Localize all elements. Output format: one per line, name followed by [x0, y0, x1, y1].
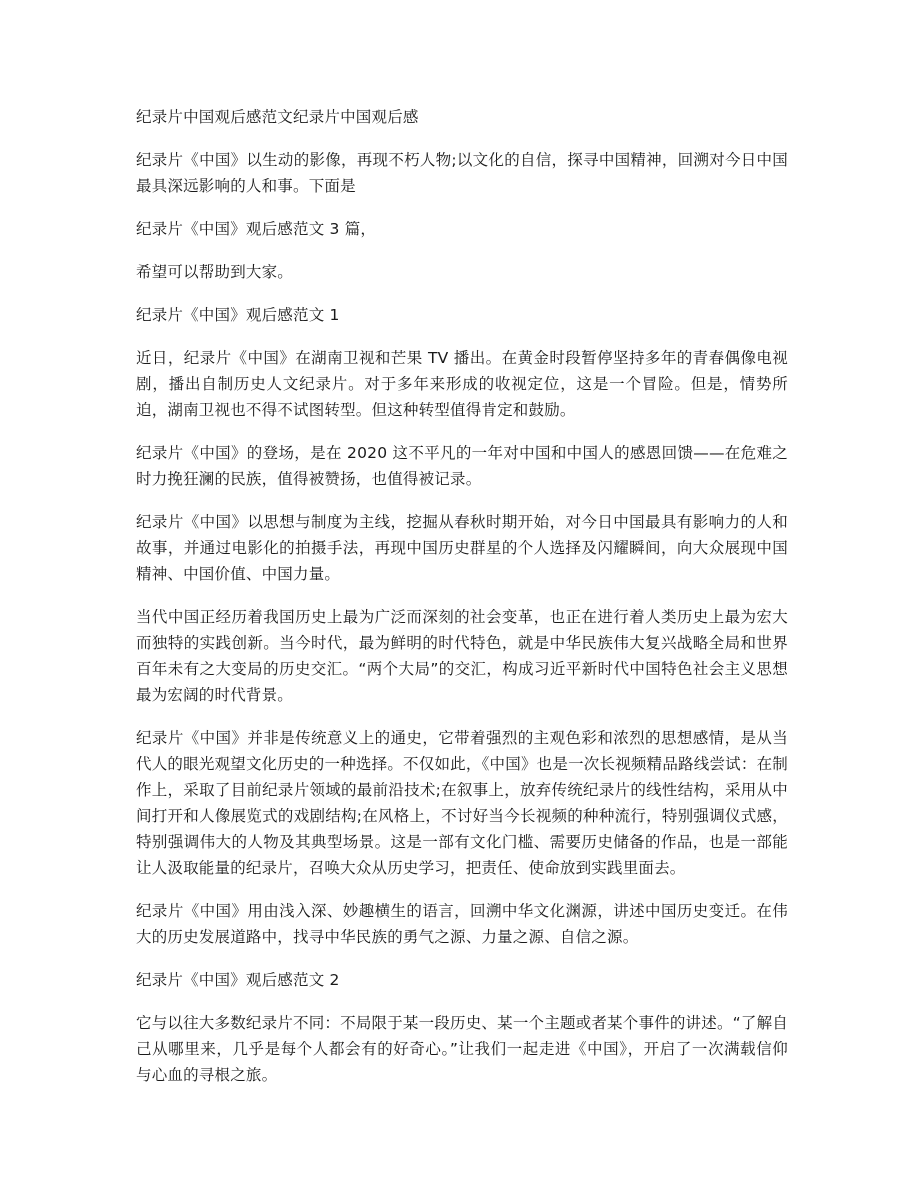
paragraph: 纪录片《中国》用由浅入深、妙趣横生的语言，回溯中华文化渊源，讲述中国历史变迁。在伟大的历史发展道路中，找寻中华民族的勇气之源、力量之源、自信之源。: [136, 902, 788, 946]
paragraph-wish: 希望可以帮助到大家。: [136, 263, 294, 281]
paragraph-intro: 纪录片《中国》以生动的影像，再现不朽人物;以文化的自信，探寻中国精神，回溯对今日中国最具深远影响的人和事。下面是: [136, 151, 788, 195]
section-heading-2: 纪录片《中国》观后感范文 2: [136, 971, 340, 989]
paragraph: 纪录片《中国》的登场，是在 2020 这不平凡的一年对中国和中国人的感恩回馈——在危难之时力挽狂澜的民族，值得被赞扬，也值得被记录。: [136, 444, 788, 488]
document-title: 纪录片中国观后感范文纪录片中国观后感: [136, 108, 419, 126]
paragraph: 它与以往大多数纪录片不同：不局限于某一段历史、某一个主题或者某个事件的讲述。“了解自己从哪里来，几乎是每个人都会有的好奇心。”让我们一起走进《中国》，开启了一次满载信仰与心血的寻根之旅。: [136, 1014, 788, 1084]
document-page: [136, 104, 788, 1105]
section-heading-1: 纪录片《中国》观后感范文 1: [136, 306, 340, 324]
paragraph-intro-count: 纪录片《中国》观后感范文 3 篇，: [136, 220, 377, 238]
paragraph: 当代中国正经历着我国历史上最为广泛而深刻的社会变革，也正在进行着人类历史上最为宏大而独特的实践创新。当今时代，最为鲜明的时代特色，就是中华民族伟大复兴战略全局和世界百年未有之大变局的历史交汇。“两个大局”的交汇，构成习近平新时代中国特色社会主义思想最为宏阔的时代背景。: [136, 608, 788, 704]
paragraph: 纪录片《中国》以思想与制度为主线，挖掘从春秋时期开始，对今日中国最具有影响力的人和故事，并通过电影化的拍摄手法，再现中国历史群星的个人选择及闪耀瞬间，向大众展现中国精神、中国价值、中国力量。: [136, 513, 788, 583]
paragraph: 纪录片《中国》并非是传统意义上的通史，它带着强烈的主观色彩和浓烈的思想感情，是从当代人的眼光观望文化历史的一种选择。不仅如此，《中国》也是一次长视频精品路线尝试：在制作上，采取了目前纪录片领域的最前沿技术;在叙事上，放弃传统纪录片的线性结构，采用从中间打开和人像展览式的戏剧结构;在风格上，不讨好当今长视频的种种流行，特别强调仪式感，特别强调伟大的人物及其典型场景。这是一部有文化门槛、需要历史储备的作品，也是一部能让人汲取能量的纪录片，召唤大众从历史学习，把责任、使命放到实践里面去。: [136, 729, 788, 877]
paragraph: 近日，纪录片《中国》在湖南卫视和芒果 TV 播出。在黄金时段暂停坚持多年的青春偶像电视剧，播出自制历史人文纪录片。对于多年来形成的收视定位，这是一个冒险。但是，情势所迫，湖南卫视也不得不试图转型。但这种转型值得肯定和鼓励。: [136, 349, 788, 419]
